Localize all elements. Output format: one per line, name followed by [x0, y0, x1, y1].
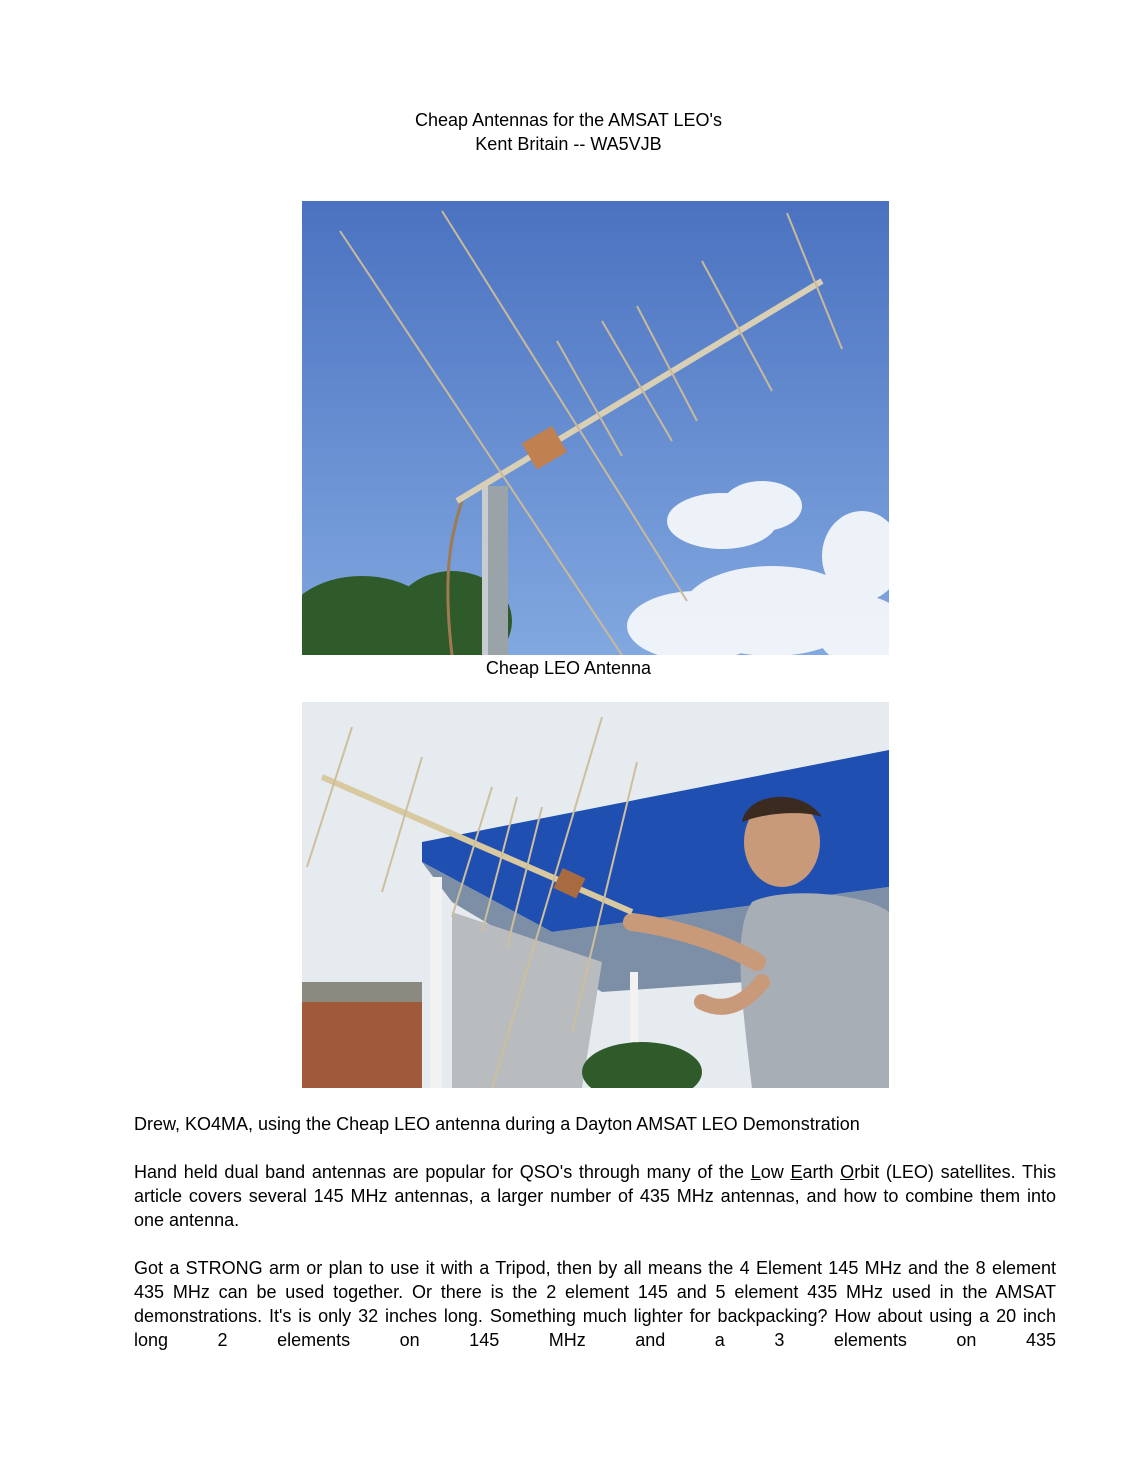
- antenna-sky-illustration: [302, 201, 889, 655]
- low-rest: ow: [760, 1162, 791, 1182]
- antenna-sky-photo: [302, 201, 889, 655]
- document-author: Kent Britain -- WA5VJB: [475, 134, 662, 154]
- tripod-paragraph: Got a STRONG arm or plan to use it with a Tripod, then by all means the 4 Element 145 MHz and the 8 element 435 MHz can be used together. Or there is the 2 element 145 and 5 element 435 MHz used in the AMSAT demonstrations. It's is only 32 inches long. Something much lighter for backpacking? How about using a 20 inch long 2 elements on 145 MHz and a 3 elements on 435: [134, 1258, 1056, 1350]
- intro-paragraph: [134, 1160, 1056, 1232]
- para1-text-end: (LEO) satellites. This article covers several 145 MHz antennas, a larger number of 435 MHz antennas, and how to combine them into one antenna.: [134, 1162, 1056, 1230]
- person-holding-antenna-photo: [302, 702, 889, 1088]
- photo1-caption: Cheap LEO Antenna: [485, 658, 652, 678]
- para1-text-start: Hand held dual band antennas are popular for QSO's through many of the: [134, 1162, 751, 1182]
- person-antenna-illustration: [302, 702, 889, 1088]
- earth-initial: E: [790, 1162, 803, 1182]
- low-initial: L: [750, 1162, 761, 1182]
- document-title: Cheap Antennas for the AMSAT LEO's: [415, 110, 722, 130]
- orbit-initial: O: [840, 1162, 855, 1182]
- title-block: [0, 108, 1137, 156]
- orbit-rest: rbit: [854, 1162, 880, 1182]
- earth-rest: arth: [802, 1162, 841, 1182]
- photo2-caption: Drew, KO4MA, using the Cheap LEO antenna during a Dayton AMSAT LEO Demonstration: [134, 1114, 860, 1134]
